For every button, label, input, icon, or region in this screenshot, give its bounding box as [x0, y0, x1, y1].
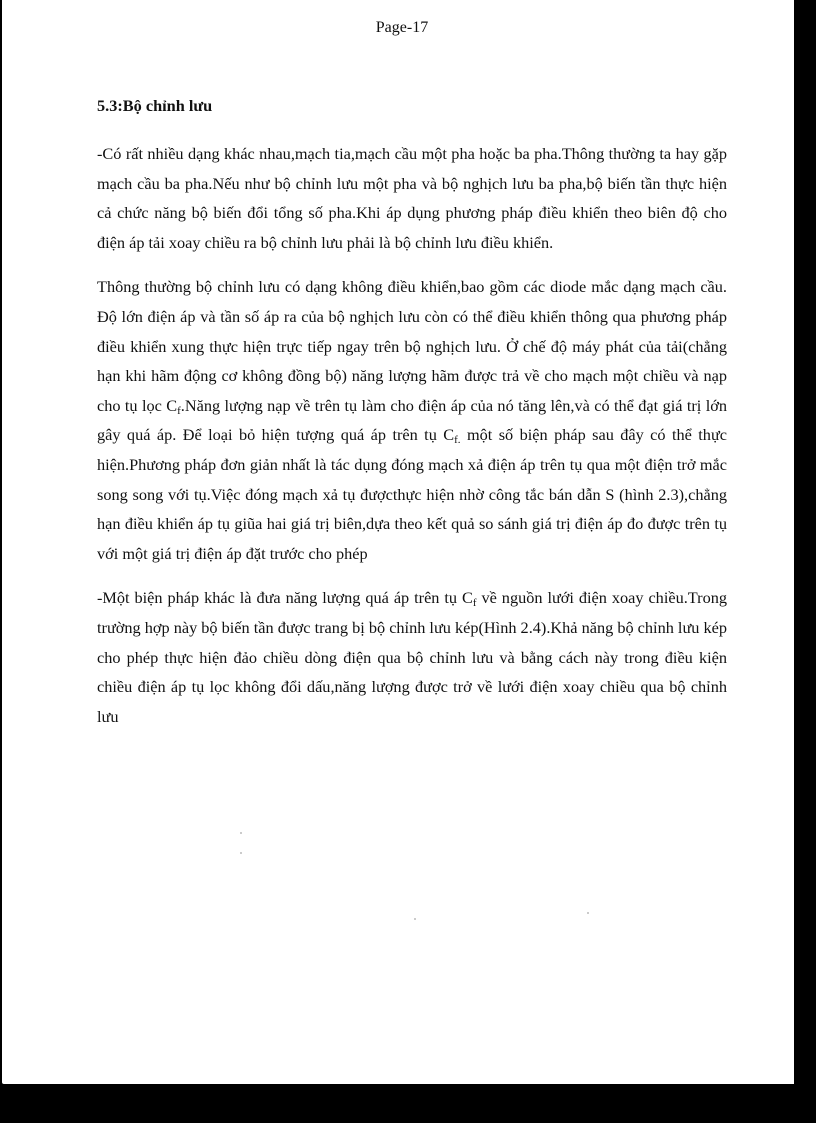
- paragraph-3-text-a: -Một biện pháp khác là đưa năng lượng quá áp trên tụ C: [97, 588, 473, 608]
- scan-speck: [240, 832, 242, 834]
- paragraph-1: -Có rất nhiều dạng khác nhau,mạch tia,mạch cầu một pha hoặc ba pha.Thông thường ta hay gặp mạch cầu ba pha.Nếu như bộ chỉnh lưu một pha và bộ nghịch lưu ba pha,bộ biến tần thực hiện cả chức năng bộ biến đổi tổng số pha.Khi áp dụng phương pháp điều khiển theo biên độ cho điện áp tải xoay chiều ra bộ chỉnh lưu phải là bộ chỉnh lưu điều khiển.: [97, 144, 727, 252]
- subscript-f: f: [177, 404, 181, 417]
- subscript-f-dot: f.: [454, 434, 461, 447]
- page-number: Page-17: [375, 19, 429, 36]
- paragraph-2-text-c: một số biện pháp sau đây có thể thực hiện.Phương pháp đơn giản nhất là tác dụng đóng mạch xả điện áp trên tụ qua một điện trở mắc song song với tụ.Việc đóng mạch xả tụ đượcthực hiện nhờ công tắc bán dẫn S (hình 2.3),chẳng hạn điều khiển áp tụ giũa hai giá trị biên,dựa theo kết quả so sánh giá trị điện áp đo được trên tụ với một giá trị điện áp đặt trước cho phép: [97, 425, 727, 563]
- paragraph-2-text-a: Thông thường bộ chỉnh lưu có dạng không điều khiển,bao gồm các diode mắc dạng mạch cầu. Độ lớn điện áp và tần số áp ra của bộ nghịch lưu còn có thể điều khiển thông qua phương pháp điều khiển xung thực hiện trực tiếp ngay trên bộ nghịch lưu. Ở chế độ máy phát của tải(chẳng hạn khi hãm động cơ không đồng bộ) năng lượng hãm được trả về cho mạch một chiều và nạp cho tụ lọc C: [97, 277, 727, 415]
- paragraph-3-text-b: về nguồn lưới điện xoay chiều.Trong trường hợp này bộ biến tần được trang bị bộ chỉnh lưu kép(Hình 2.4).Khả năng bộ chỉnh lưu kép cho phép thực hiện đảo chiều dòng điện qua bộ chỉnh lưu và bằng cách này trong điều kiện chiều điện áp tụ lọc không đổi dấu,năng lượng được trở về lưới điện xoay chiều qua bộ chỉnh lưu: [97, 588, 727, 726]
- paragraph-2: [97, 272, 727, 568]
- scan-speck: [414, 918, 416, 920]
- scan-speck: [587, 912, 589, 914]
- scan-border-right: [794, 0, 816, 1123]
- document-body: [97, 95, 727, 731]
- scan-speck: [240, 852, 242, 854]
- paragraph-3: [97, 583, 727, 731]
- subscript-f: f: [472, 597, 477, 610]
- document-page: [2, 0, 794, 1084]
- section-heading: 5.3:Bộ chỉnh lưu: [97, 96, 213, 115]
- paragraph-2-text-b: .Năng lượng nạp về trên tụ làm cho điện áp của nó tăng lên,và có thể đạt giá trị lớn gây quá áp. Để loại bỏ hiện tượng quá áp trên tụ C: [97, 395, 727, 445]
